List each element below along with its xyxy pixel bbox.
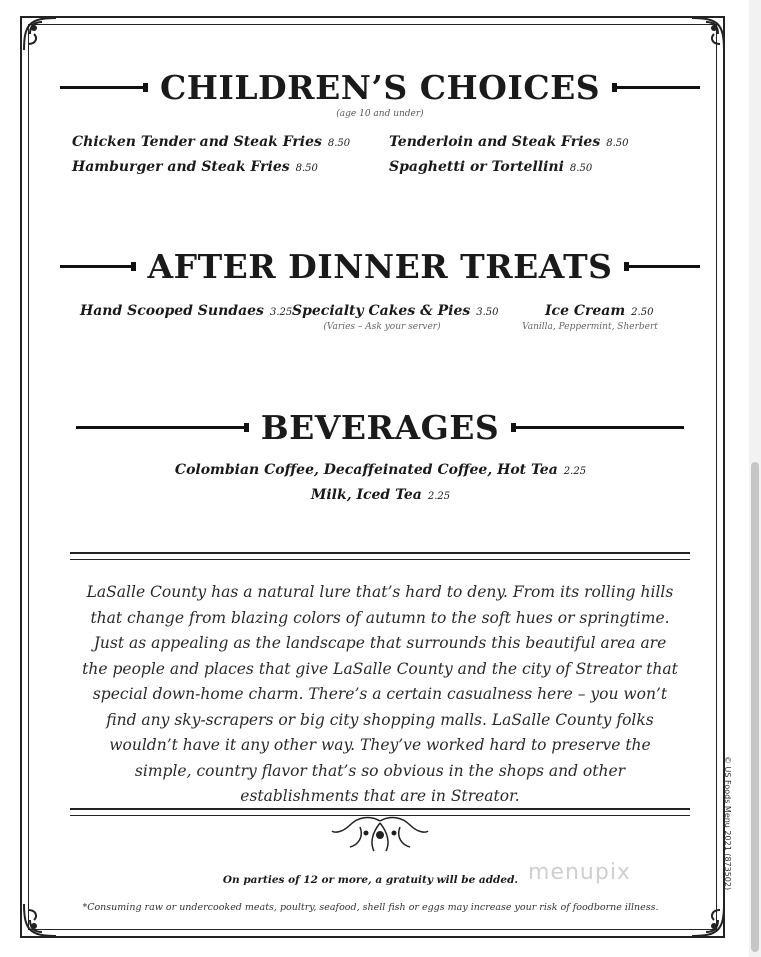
menu-item-name: Specialty Cakes & Pies xyxy=(292,303,471,319)
menu-item-name: Hand Scooped Sundaes xyxy=(80,303,264,319)
gratuity-note: On parties of 12 or more, a gratuity will be added. xyxy=(222,874,519,886)
menu-item xyxy=(545,303,653,319)
heading-rule xyxy=(60,86,146,89)
childrens-heading: CHILDREN’S CHOICES xyxy=(159,68,601,107)
food-safety-disclaimer: *Consuming raw or undercooked meats, poultry, seafood, shell fish or eggs may increase your risk of foodborne illness. xyxy=(82,902,659,913)
menu-item-name: Ice Cream xyxy=(545,303,626,319)
menu-item-price: 8.50 xyxy=(295,163,318,174)
menu-item-price: 2.50 xyxy=(631,307,654,318)
menu-item xyxy=(72,159,318,175)
heading-rule xyxy=(76,426,247,429)
heading-rule xyxy=(60,265,134,268)
corner-flourish-icon xyxy=(688,14,728,54)
menu-item xyxy=(0,487,761,503)
childrens-heading-row xyxy=(60,68,700,107)
menu-item xyxy=(389,159,592,175)
menu-item-price: 3.50 xyxy=(476,307,499,318)
watermark: menupix xyxy=(528,860,631,885)
heading-rule xyxy=(626,265,700,268)
menu-item-name: Colombian Coffee, Decaffeinated Coffee, Hot Tea xyxy=(174,462,558,478)
menu-item xyxy=(292,303,499,319)
menu-item-price: 3.25 xyxy=(269,307,293,318)
county-description: LaSalle County has a natural lure that’s hard to deny. From its rolling hills that change from blazing colors of autumn to the soft hues or springtime. Just as appealing as the landscape that surrounds this beautiful area are the people and places that give LaSalle County and the city of Streator that special down-home charm. There’s a certain casualness here – you won’t find any sky-scrapers or big city shopping malls. LaSalle County folks wouldn’t have it any other way. They’ve worked hard to preserve the simple, country flavor that’s so obvious in the shops and other establishments that are in Streator. xyxy=(82,583,678,805)
menu-item-price: 2.25 xyxy=(427,491,451,502)
divider xyxy=(70,552,690,560)
menu-item-name: Milk, Iced Tea xyxy=(310,487,422,503)
menu-item-note: Vanilla, Peppermint, Sherbert xyxy=(522,322,658,332)
menu-item xyxy=(0,462,761,478)
scrollbar[interactable] xyxy=(749,0,761,957)
menu-item-price: 8.50 xyxy=(327,138,351,149)
menu-item-price: 2.25 xyxy=(563,466,587,477)
childrens-subtitle: (age 10 and under) xyxy=(336,109,424,119)
menu-item xyxy=(72,134,350,150)
menu-item xyxy=(80,303,292,319)
menu-item-name: Chicken Tender and Steak Fries xyxy=(72,134,322,150)
menu-item-name: Tenderloin and Steak Fries xyxy=(389,134,601,150)
copyright-note: © US Foods Menu 2021 (873502) xyxy=(723,756,732,891)
menu-item xyxy=(389,134,628,150)
corner-flourish-icon xyxy=(20,14,60,54)
menu-item-name: Spaghetti or Tortellini xyxy=(389,159,564,175)
treats-heading-row xyxy=(60,247,700,286)
menu-item-note: (Varies – Ask your server) xyxy=(323,322,441,332)
menu-item-name: Hamburger and Steak Fries xyxy=(72,159,290,175)
treats-heading: AFTER DINNER TREATS xyxy=(147,247,613,286)
heading-rule xyxy=(614,86,700,89)
beverages-heading: BEVERAGES xyxy=(260,408,500,447)
menu-item-price: 8.50 xyxy=(606,138,629,149)
heading-rule xyxy=(513,426,684,429)
floral-ornament-icon xyxy=(330,813,430,855)
beverages-heading-row xyxy=(60,408,700,447)
menu-item-price: 8.50 xyxy=(569,163,593,174)
